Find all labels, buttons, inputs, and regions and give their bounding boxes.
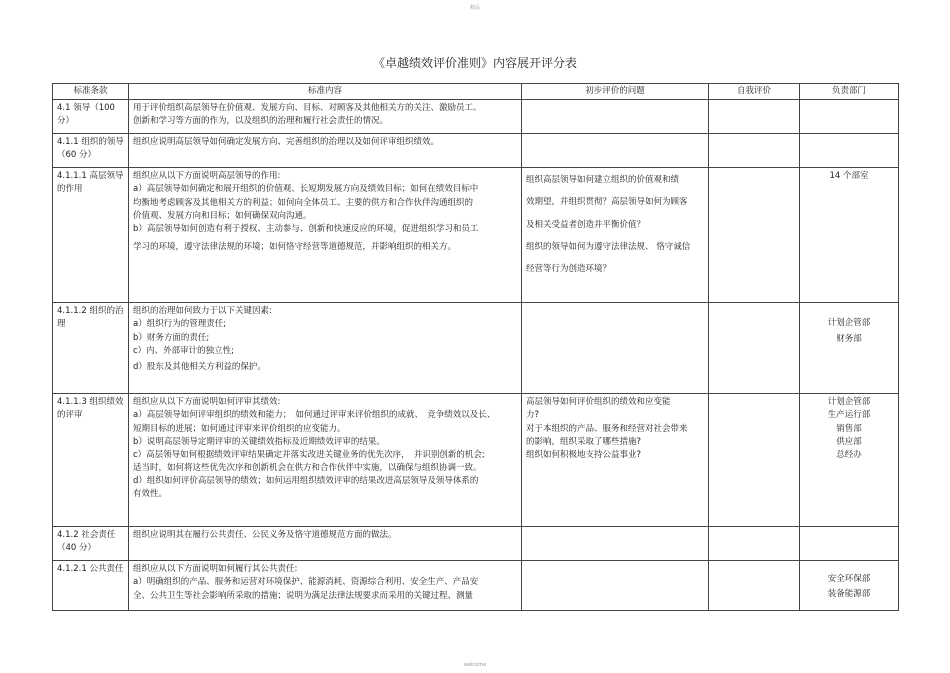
content-line: b）说明高层领导定期评审的关键绩效指标及近期绩效评审的结果。 <box>133 436 385 447</box>
content-line: 均衡地考虑顾客及其他相关方的利益；如何向全体员工、主要的供方和合作伙伴沟通组织的 <box>133 197 474 208</box>
content-cell <box>129 100 522 134</box>
department-cell <box>800 561 899 611</box>
department-cell <box>800 168 899 303</box>
content-line: 组织应从以下方面说明高层领导的作用: <box>133 171 281 182</box>
content-line: 组织应说明高层领导如何确定发展方向、完善组织的治理以及如何评审组织绩效。 <box>133 137 440 148</box>
self-eval-cell <box>709 168 800 303</box>
department-name: 总经办 <box>836 449 862 460</box>
question-line: 组织如何积极地支持公益事业? <box>526 449 642 460</box>
content-line: 价值观、发展方向和目标；如何确保双向沟通。 <box>133 210 312 221</box>
question-line: 效期望，并组织贯彻？高层领导如何为顾客 <box>526 197 688 208</box>
question-line: 对于本组织的产品、服务和经营对社会带来 <box>526 423 688 434</box>
content-line: 组织应从以下方面说明如何评审其绩效: <box>133 397 281 408</box>
content-cell <box>129 561 522 611</box>
header-content: 标准内容 <box>129 84 522 100</box>
content-line: c）内、外部审计的独立性; <box>133 345 235 356</box>
clause-cell: 4.1 领导（100 分） <box>53 100 129 134</box>
department-name: 计划企管部 <box>827 397 871 408</box>
department-name: 财务部 <box>836 334 862 345</box>
content-line: b）财务方面的责任; <box>133 332 210 343</box>
content-cell <box>129 134 522 168</box>
content-line: c）高层领导如何根据绩效评审结果确定并落实改进关键业务的优先次序， 并识别创新的机会; <box>133 449 485 460</box>
content-line: d）组织如何评价高层领导的绩效；如何运用组织绩效评审的结果改进高层领导及领导体系的 <box>133 476 479 487</box>
question-line: 高层领导如何评价组织的绩效和应变能 <box>526 397 671 408</box>
questions-cell <box>522 168 709 303</box>
clause-cell: 4.1.1.1 高层领导的作用 <box>53 168 129 303</box>
department-cell <box>800 303 899 394</box>
content-cell <box>129 527 522 561</box>
question-line: 组织高层领导如何建立组织的价值观和绩 <box>526 175 680 186</box>
table-header-row <box>53 84 899 100</box>
self-eval-cell <box>709 100 800 134</box>
header-questions: 初步评价的问题 <box>522 84 709 100</box>
document-title: 《卓越绩效评价准则》内容展开评分表 <box>372 56 577 70</box>
content-cell <box>129 303 522 394</box>
evaluation-table <box>52 83 899 611</box>
questions-cell <box>522 527 709 561</box>
table-row <box>53 303 899 394</box>
department-name: 供应部 <box>836 436 862 447</box>
question-line: 的影响，组织采取了哪些措施? <box>526 436 642 447</box>
self-eval-cell <box>709 561 800 611</box>
table-row <box>53 561 899 611</box>
content-line: 创新和学习等方面的作为，以及组织的治理和履行社会责任的情况。 <box>133 116 389 127</box>
content-line: 短期目标的进展；如何通过评审来评价组织的应变能力。 <box>133 423 346 434</box>
table-row <box>53 394 899 527</box>
table-row <box>53 168 899 303</box>
header-watermark: 精品 <box>469 5 480 11</box>
content-line: 组织应从以下方面说明如何履行其公共责任: <box>133 564 298 575</box>
content-line: 组织应说明其在履行公共责任、公民义务及恪守道德规范方面的做法。 <box>133 530 397 541</box>
content-line: 有效性。 <box>133 489 168 500</box>
department-cell <box>800 394 899 527</box>
content-line: a）高层领导如何确定和展开组织的价值观、长短期发展方向及绩效目标；如何在绩效目标中 <box>133 184 479 195</box>
questions-cell <box>522 134 709 168</box>
clause-cell: 4.1.2.1 公共责任 <box>53 561 129 611</box>
clause-cell: 4.1.1.2 组织的治理 <box>53 303 129 394</box>
table-row <box>53 100 899 134</box>
department-name: 计划企管部 <box>827 318 871 329</box>
content-line: 学习的环境，遵守法律法规的环境；如何恪守经营等道德规范，并影响组织的相关方。 <box>133 242 457 253</box>
department-cell <box>800 134 899 168</box>
content-cell <box>129 168 522 303</box>
header-department: 负责部门 <box>800 84 899 100</box>
content-line: a）明确组织的产品、服务和运营对环境保护、能源消耗、资源综合利用、安全生产、产品安 <box>133 577 479 588</box>
table-row <box>53 134 899 168</box>
content-line: b）高层领导如何创造有利于授权、主动参与、创新和快速反应的环境，促进组织学习和员工 <box>133 223 479 234</box>
department-cell <box>800 527 899 561</box>
content-line: a）组织行为的管理责任; <box>133 319 227 330</box>
department-name: 装备能源部 <box>827 589 871 600</box>
clause-cell: 4.1.1.3 组织绩效的评审 <box>53 394 129 527</box>
content-cell <box>129 394 522 527</box>
clause-cell: 4.1.1 组织的领导（60 分） <box>53 134 129 168</box>
questions-cell <box>522 100 709 134</box>
self-eval-cell <box>709 134 800 168</box>
department-name: 销售部 <box>836 423 862 434</box>
header-clause: 标准条款 <box>53 84 129 100</box>
header-self-eval: 自我评价 <box>709 84 800 100</box>
questions-cell <box>522 303 709 394</box>
questions-cell <box>522 394 709 527</box>
self-eval-cell <box>709 303 800 394</box>
question-line: 力? <box>526 410 540 421</box>
department-name: 安全环保部 <box>827 574 871 585</box>
content-line: 全、公共卫生等社会影响所采取的措施；说明为满足法律法规要求而采用的关键过程、测量 <box>133 590 474 601</box>
content-line: 组织的治理如何致力于以下关键因素: <box>133 306 272 317</box>
content-line: 适当时，如何将这些优先次序和创新机会在供方和合作伙伴中实施，以确保与组织协调一致。 <box>133 463 482 474</box>
self-eval-cell <box>709 394 800 527</box>
question-line: 组织的领导如何为遵守法律法规、 恪守诚信 <box>526 241 691 252</box>
content-line: d）股东及其他相关方利益的保护。 <box>133 361 266 372</box>
content-line: 用于评价组织高层领导在价值观、发展方向、目标、对顾客及其他相关方的关注、激励员工、 <box>133 103 482 114</box>
department-cell <box>800 100 899 134</box>
clause-cell: 4.1.2 社会责任（40 分） <box>53 527 129 561</box>
question-line: 及相关受益者创造并平衡价值？ <box>526 219 646 230</box>
department-name: 生产运行部 <box>827 410 871 421</box>
table-row <box>53 527 899 561</box>
question-line: 经营等行为创造环境？ <box>526 263 612 274</box>
footer-watermark: welcome <box>463 662 487 668</box>
department-name: 14 个部室 <box>829 171 869 182</box>
self-eval-cell <box>709 527 800 561</box>
content-line: a）高层领导如何评审组织的绩效和能力； 如何通过评审来评价组织的成就、 竞争绩效以及长、 <box>133 410 496 421</box>
questions-cell <box>522 561 709 611</box>
